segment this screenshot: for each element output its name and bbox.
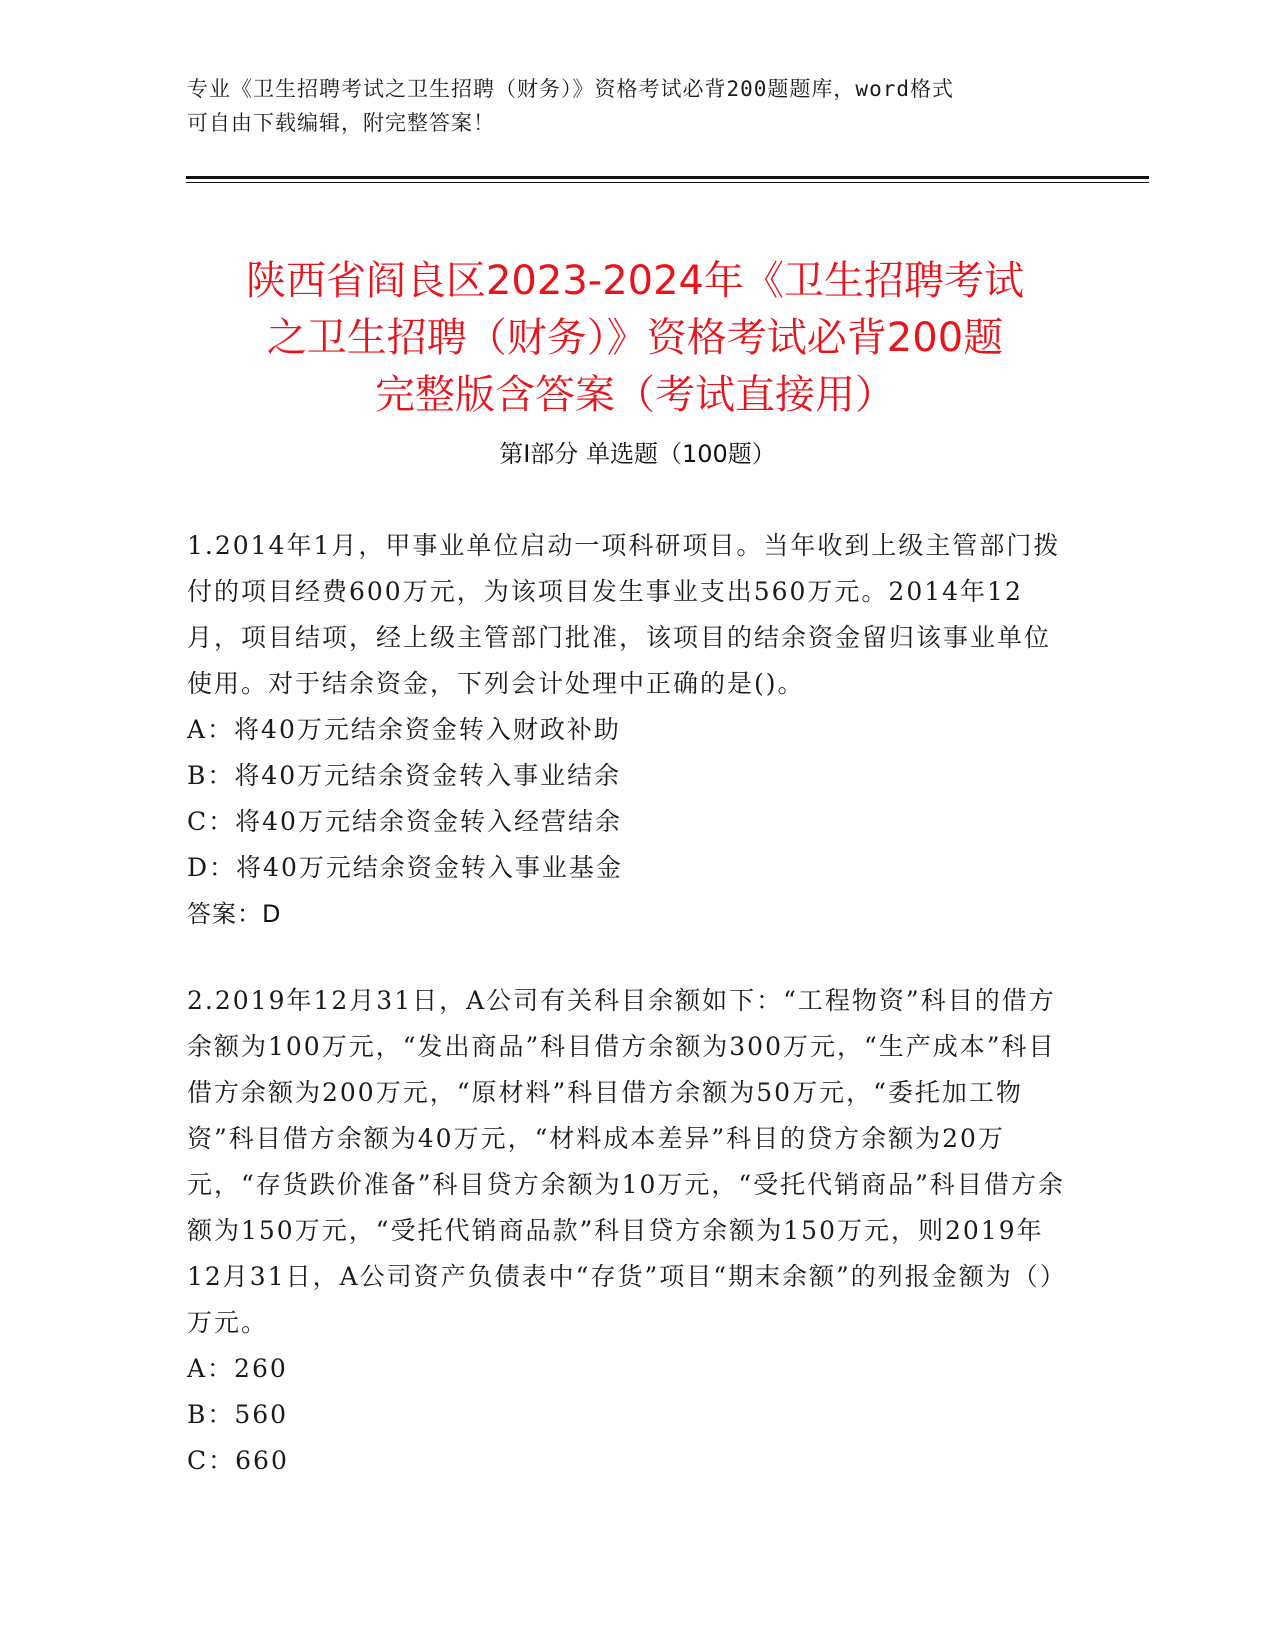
header-note-line-2: 可自由下载编辑，附完整答案！ — [187, 111, 495, 135]
header-divider-thick — [186, 176, 1149, 179]
option-c: C：660 — [187, 1446, 289, 1475]
option-b: B：560 — [187, 1400, 289, 1429]
section-heading: 第Ⅰ部分 单选题（100题） — [499, 440, 776, 468]
document-title — [190, 253, 1080, 424]
question-1 — [187, 523, 1067, 937]
option-a: A：将40万元结余资金转入财政补助 — [187, 715, 621, 744]
question-2 — [187, 978, 1067, 1484]
question-stem: 1.2014年1月，甲事业单位启动一项科研项目。当年收到上级主管部门拨付的项目经费600万元，为该项目发生事业支出560万元。2014年12月，项目结项，经上级主管部门批准，该项目的结余资金留归该事业单位使用。对于结余资金，下列会计处理中正确的是()。 — [187, 531, 1061, 698]
option-b: B：将40万元结余资金转入事业结余 — [187, 761, 622, 790]
header-divider-thin — [186, 182, 1149, 183]
option-c: C：将40万元结余资金转入经营结余 — [187, 807, 622, 836]
answer-line: 答案：D — [187, 900, 282, 928]
option-a: A：260 — [187, 1354, 288, 1383]
header-note — [187, 72, 1067, 140]
header-note-line-1: 专业《卫生招聘考试之卫生招聘（财务）》资格考试必背200题题库，word格式 — [187, 77, 954, 101]
document-title-line-1: 陕西省阎良区2023-2024年《卫生招聘考试 — [245, 257, 1025, 304]
option-d: D：将40万元结余资金转入事业基金 — [187, 853, 623, 882]
question-stem: 2.2019年12月31日，A公司有关科目余额如下：“工程物资”科目的借方余额为100万元，“发出商品”科目借方余额为300万元，“生产成本”科目借方余额为200万元，“原材料”科目借方余额为50万元，“委托加工物资”科目借方余额为40万元，“材料成本差异”科目的贷方余额为20万元，“存货跌价准备”科目贷方余额为10万元，“受托代销商品”科目借方余额为150万元，“受托代销商品款”科目贷方余额为150万元，则2019年12月31日，A公司资产负债表中“存货”项目“期末余额”的列报金额为（）万元。 — [187, 986, 1067, 1337]
document-title-line-2: 之卫生招聘（财务）》资格考试必背200题 — [266, 314, 1004, 361]
document-title-line-3: 完整版含答案（考试直接用） — [375, 371, 895, 418]
